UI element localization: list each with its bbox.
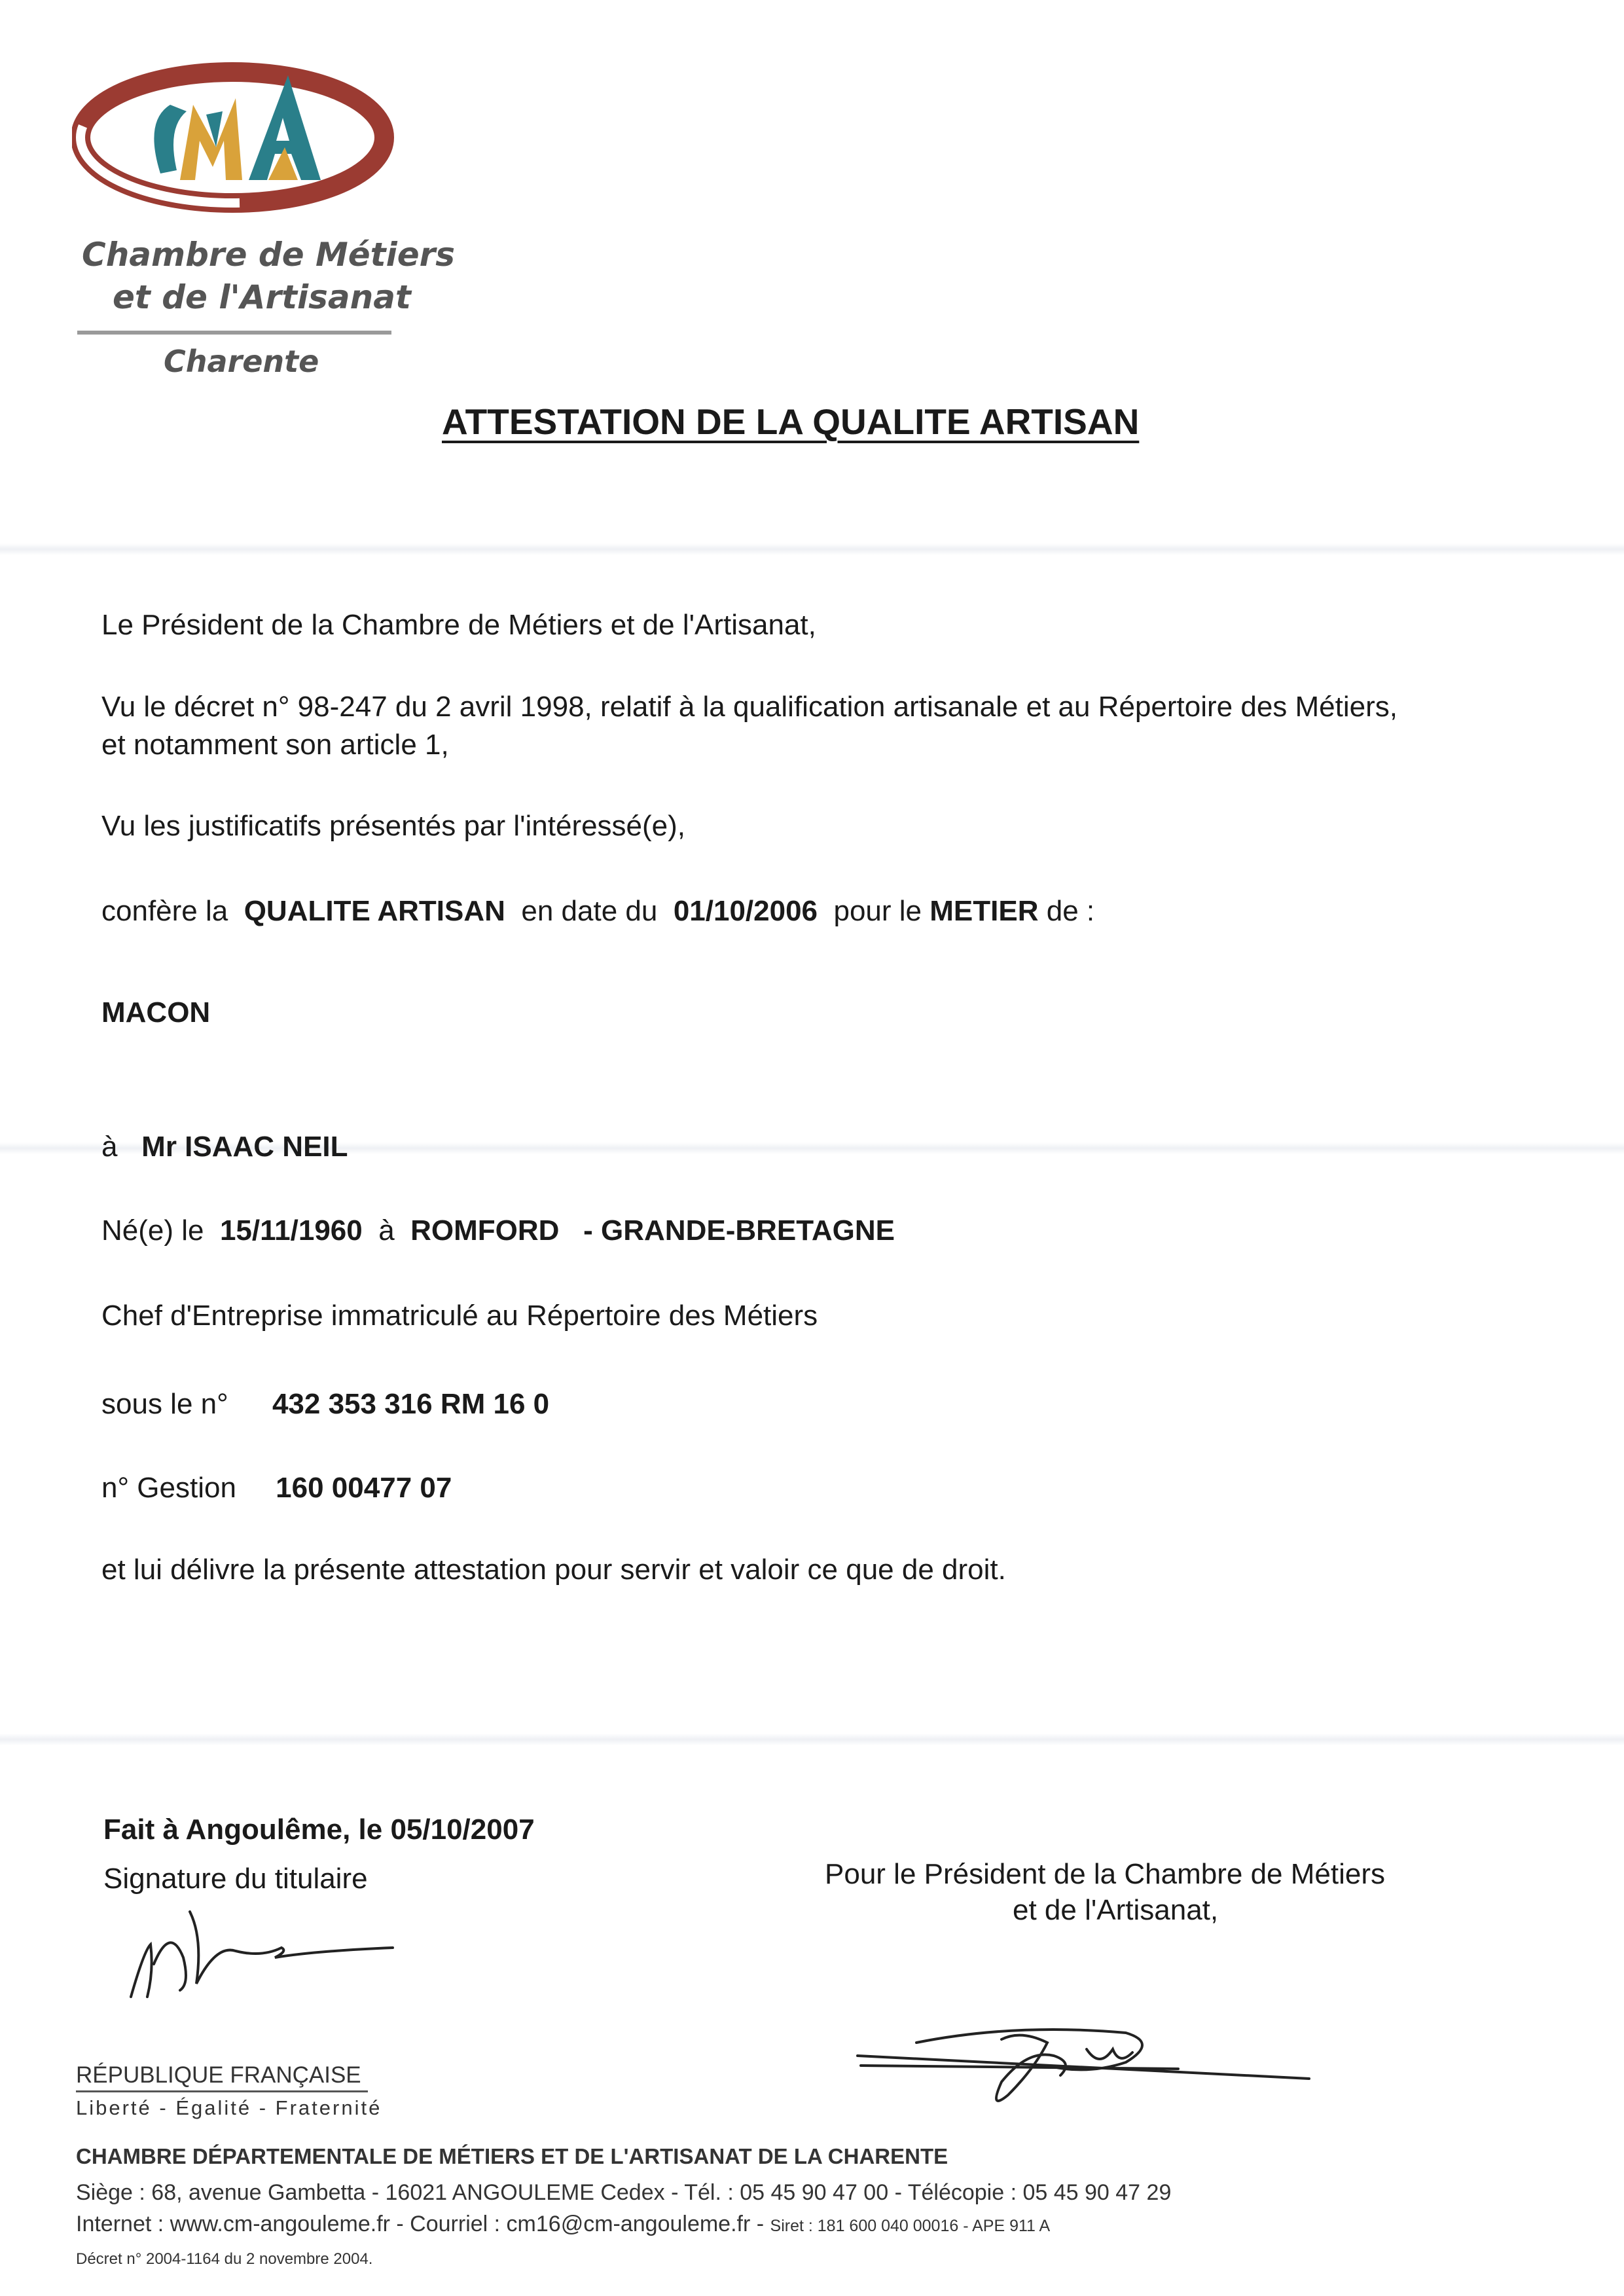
- gestion-number: 160 00477 07: [276, 1472, 452, 1504]
- gestion-line: [101, 1472, 452, 1504]
- devise-label: Liberté - Égalité - Fraternité: [76, 2096, 382, 2119]
- gestion-label: n° Gestion: [101, 1472, 236, 1504]
- delivre-line: et lui délivre la présente attestation pour servir et valoir ce que de droit.: [101, 1554, 1006, 1586]
- a-label: à: [101, 1131, 118, 1163]
- holder-line: [101, 1131, 348, 1163]
- cma-logo-graphic: [72, 49, 399, 226]
- qualite-date: 01/10/2006: [673, 895, 818, 927]
- sous-le-label: sous le n°: [101, 1388, 228, 1420]
- republique-label: RÉPUBLIQUE FRANÇAISE: [76, 2062, 361, 2088]
- metier-value: MACON: [101, 996, 211, 1029]
- paper-fold: [0, 1734, 1624, 1745]
- nee-le-label: Né(e) le: [101, 1214, 204, 1247]
- republique-divider: [76, 2090, 368, 2092]
- birth-line: [101, 1214, 895, 1247]
- confere-line: [101, 895, 1094, 928]
- signature-titulaire-label: Signature du titulaire: [103, 1863, 368, 1895]
- holder-signature: [118, 1886, 406, 2016]
- pour-president-line1: Pour le Président de la Chambre de Métiers: [825, 1858, 1385, 1890]
- internet-line: [76, 2212, 1050, 2237]
- fait-a-line: Fait à Angoulême, le 05/10/2007: [103, 1813, 535, 1846]
- logo-line3: Charente: [164, 344, 319, 379]
- a2-label: à: [378, 1214, 395, 1247]
- pour-le: pour le: [833, 895, 922, 927]
- en-date-du: en date du: [521, 895, 658, 927]
- logo-line2: et de l'Artisanat: [113, 278, 411, 316]
- birth-country: - GRANDE-BRETAGNE: [583, 1214, 895, 1247]
- decret-footer: Décret n° 2004-1164 du 2 novembre 2004.: [76, 2250, 373, 2268]
- logo-line1: Chambre de Métiers: [82, 236, 456, 274]
- justificatifs-line: Vu les justificatifs présentés par l'intéressé(e),: [101, 810, 686, 842]
- holder-name: Mr ISAAC NEIL: [141, 1131, 348, 1163]
- rm-number: 432 353 316 RM 16 0: [272, 1388, 550, 1420]
- metier-label: METIER: [929, 895, 1039, 927]
- siege-line: Siège : 68, avenue Gambetta - 16021 ANGOULEME Cedex - Tél. : 05 45 90 47 00 - Télécopie : 05 45 90 47 29: [76, 2180, 1172, 2205]
- chef-line: Chef d'Entreprise immatriculé au Répertoire des Métiers: [101, 1300, 818, 1332]
- internet-text: Internet : www.cm-angouleme.fr - Courriel : cm16@cm-angouleme.fr -: [76, 2212, 765, 2236]
- decret-line2: et notamment son article 1,: [101, 729, 449, 761]
- de-label: de :: [1046, 895, 1095, 927]
- president-line: Le Président de la Chambre de Métiers et de l'Artisanat,: [101, 609, 816, 641]
- qualite-artisan: QUALITE ARTISAN: [244, 895, 505, 927]
- confere-prefix: confère la: [101, 895, 228, 927]
- logo-divider: [77, 331, 391, 335]
- paper-fold: [0, 543, 1624, 555]
- decret-line1: Vu le décret n° 98-247 du 2 avril 1998, relatif à la qualification artisanale et au Répertoire des Métiers,: [101, 691, 1398, 723]
- birth-date: 15/11/1960: [219, 1214, 363, 1247]
- chambre-label: CHAMBRE DÉPARTEMENTALE DE MÉTIERS ET DE L'ARTISANAT DE LA CHARENTE: [76, 2144, 948, 2168]
- document-title: ATTESTATION DE LA QUALITE ARTISAN: [442, 401, 1140, 442]
- siret-text: Siret : 181 600 040 00016 - APE 911 A: [770, 2217, 1051, 2235]
- birth-place: ROMFORD: [410, 1214, 560, 1247]
- pour-president-line2: et de l'Artisanat,: [1013, 1894, 1219, 1926]
- president-signature: [851, 2003, 1322, 2115]
- rm-line: [101, 1388, 549, 1421]
